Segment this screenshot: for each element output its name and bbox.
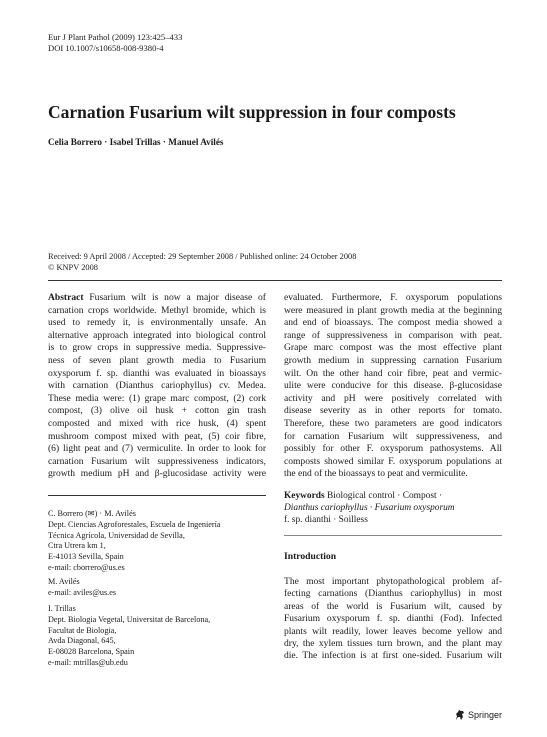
- affiliation-line: Dept. Biologia Vegetal, Universitat de Barcelona,: [48, 614, 211, 624]
- abstract-line: mushroom compost mixed with peat, (5) coir fibre,: [48, 430, 266, 442]
- abstract-line: ulite were conducive for this disease. β-glucosidase: [284, 380, 502, 392]
- intro-line: Fusarium oxysporum f. sp. dianthi (Fod). Infected: [284, 613, 502, 625]
- intro-line: The most important phytopathological problem af-: [284, 576, 502, 587]
- copyright-line: © KNPV 2008: [48, 263, 98, 272]
- keywords-text: Biological control · Compost ·: [324, 491, 443, 501]
- abstract-line: ness of seven plant growth media to Fusarium: [48, 354, 266, 366]
- abstract-line: is to grow crops in suppressive media. Suppressive-: [48, 342, 266, 354]
- keywords-label: Keywords: [284, 491, 325, 501]
- intro-line: fecting carnations (Dianthus cariophyllus) in most: [284, 588, 502, 600]
- affiliation-line: Avda Diagonal, 645,: [48, 636, 116, 646]
- affiliation-line: M. Avilés: [48, 577, 80, 586]
- abstract-line: Therefore, these two parameters are good indicators: [284, 417, 502, 429]
- abstract-line: growth medium pH and β-glucosidase activity were: [48, 468, 266, 480]
- email-link[interactable]: e-mail: aviles@us.es: [48, 587, 117, 597]
- abstract-line: and end of bioassays. The compost media showed a: [284, 317, 502, 329]
- publisher-name: Springer: [468, 710, 503, 720]
- received-accepted-line: Received: 9 April 2008 / Accepted: 29 September 2008 / Published online: 24 October 2008: [48, 252, 357, 261]
- paper-title: Carnation Fusarium wilt suppression in four composts: [48, 102, 456, 122]
- affiliation-block-3: [48, 604, 266, 669]
- abstract-line: Abstract Fusarium wilt is now a major disease of: [48, 292, 266, 303]
- abstract-label: Abstract: [48, 292, 84, 303]
- email-link[interactable]: e-mail: cborrero@us.es: [48, 562, 125, 572]
- introduction-heading: Introduction: [284, 551, 337, 562]
- introduction-body: [284, 576, 502, 663]
- intro-line: dry, the xylem tissues turn brown, and the plant may: [284, 638, 502, 650]
- intro-line: plants wilt readily, lower leaves become yellow and: [284, 625, 502, 637]
- affiliation-line: C. Borrero (✉) · M. Avilés: [48, 509, 136, 518]
- abstract-line: activity and pH were positively correlated with: [284, 392, 502, 404]
- abstract-line: growth medium in suppressing carnation Fusarium: [284, 354, 502, 366]
- email-link[interactable]: e-mail: mtrillas@ub.edu: [48, 657, 128, 667]
- abstract-line: evaluated. Furthermore, F. oxysporum populations: [284, 292, 502, 303]
- abstract-line: carnation Fusarium wilt suppressiveness indicators,: [48, 455, 266, 467]
- author-list: Celia Borrero · Isabel Trillas · Manuel Avilés: [48, 137, 224, 147]
- springer-horse-icon: [454, 709, 466, 721]
- abstract-right-column: [284, 292, 502, 481]
- abstract-line: carnation crops worldwide. Methyl bromide, which is: [48, 304, 266, 316]
- intro-line: die. The infection is at first one-sided. Fusarium wilt: [284, 650, 502, 662]
- affiliation-line: Dept. Ciencias Agroforestales, Escuela de Ingeniería: [48, 519, 221, 529]
- header-divider: [48, 280, 502, 281]
- affiliation-line: E-08028 Barcelona, Spain: [48, 647, 135, 657]
- publication-dates: [48, 251, 356, 273]
- doi-line: DOI 10.1007/s10658-008-9380-4: [48, 43, 164, 53]
- abstract-line: compost, (3) olive oil husk + cotton gin trash: [48, 405, 266, 417]
- abstract-line: range of suppressiveness in comparison with peat.: [284, 329, 502, 341]
- abstract-left-column: [48, 292, 266, 481]
- affiliation-line: I. Trillas: [48, 604, 76, 613]
- abstract-line: for carnation Fusarium wilt suppressiveness, and: [284, 430, 502, 442]
- abstract-line: oxysporum f. sp. dianthi was evaluated in bioassays: [48, 367, 266, 379]
- abstract-line: alternative approach integrated into biological control: [48, 329, 266, 341]
- journal-citation: Eur J Plant Pathol (2009) 123:425–433: [48, 32, 183, 42]
- publisher-logo: [454, 709, 502, 721]
- affiliation-divider: [48, 495, 266, 496]
- abstract-line: (6) light peat and (7) vermiculite. In order to look for: [48, 443, 266, 455]
- keywords-text: f. sp. dianthi · Soilless: [284, 515, 368, 526]
- affiliation-line: E-41013 Sevilla, Spain: [48, 552, 124, 562]
- abstract-line: possibly for other F. oxysporum pathosystems. All: [284, 443, 502, 455]
- abstract-line: wilt. On the other hand coir fibre, peat and vermic-: [284, 367, 502, 379]
- abstract-line: disease severity as in other reports for tomato.: [284, 405, 502, 417]
- abstract-line: composts showed similar F. oxysporum populations at: [284, 455, 502, 467]
- affiliation-block-2: [48, 577, 266, 599]
- section-divider: [284, 535, 502, 536]
- abstract-line: Grape marc compost was the most effective plant: [284, 342, 502, 354]
- abstract-line: composted and mixed with rice husk, (4) spent: [48, 417, 266, 429]
- affiliation-line: Ctra Utrera km 1,: [48, 541, 106, 551]
- abstract-line: were measured in plant growth media at the beginning: [284, 304, 502, 316]
- abstract-line: the end of the bioassays to peat and vermiculite.: [284, 468, 468, 480]
- abstract-line: with carnation (Dianthus cariophyllus) cv. Medea.: [48, 380, 266, 392]
- affiliation-line: Facultat de Biologia,: [48, 625, 117, 635]
- intro-line: areas of the world is Fusarium wilt, caused by: [284, 600, 502, 612]
- keywords-text: Dianthus cariophyllus · Fusarium oxysporum: [284, 503, 455, 514]
- abstract-line: These media were: (1) grape marc compost, (2) cork: [48, 392, 266, 404]
- affiliation-line: Técnica Agrícola, Universidad de Sevilla,: [48, 530, 185, 540]
- affiliation-block-1: [48, 509, 266, 574]
- abstract-line: used to remedy it, is environmentally unsafe. An: [48, 317, 266, 329]
- keywords-block: [284, 490, 502, 527]
